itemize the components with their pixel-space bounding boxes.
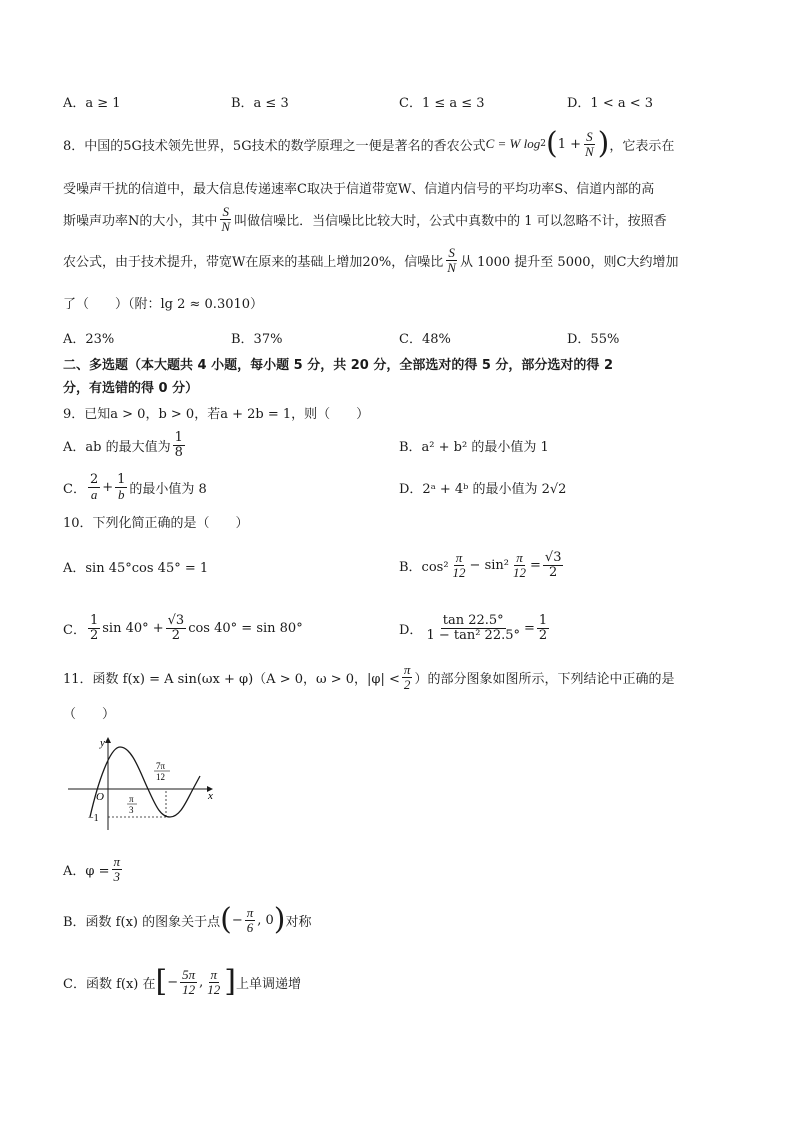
q11-option-c: C．函数 f(x) 在 [ − $\frac{5\pi}{12}$ , $\frac{\pi}{12}$ ] 上单调递增: [63, 964, 302, 999]
left-paren: (: [545, 126, 558, 161]
q11-stem-line2: （ ）: [63, 707, 116, 722]
q8-formula: C = W log: [485, 136, 541, 151]
fraction-pi-over-6: $\frac{\pi}{6}$: [246, 904, 254, 935]
minus-sign-c: −: [167, 974, 179, 990]
q8-line1: [63, 124, 674, 164]
q7-option-d: D．1 < a < 3: [567, 96, 654, 111]
q8-line3-text: 斯噪声功率N的大小，其中: [63, 213, 218, 229]
q8-line4-text: 农公式，由于技术提升，带宽W在原来的基础上增加20%，信噪比: [63, 254, 444, 270]
right-paren-b: ): [273, 902, 286, 937]
q8-stem-text-post: ，它表示在: [609, 138, 675, 154]
q8-option-a: A．23%: [63, 332, 115, 347]
q10-stem: 10．下列化简正确的是（ ）: [63, 516, 249, 531]
q11-c-text: C．函数 f(x) 在: [63, 976, 156, 992]
fraction-1-over-b: $\frac{1}{b}$: [117, 471, 126, 502]
q9-option-b: B．a² + b² 的最小值为 1: [399, 440, 549, 455]
q9-c-label: C．: [63, 481, 86, 497]
equals-sign-d: =: [524, 620, 535, 636]
sine-graph-svg: [60, 732, 230, 837]
q11-b-text: B．函数 f(x) 的图象关于点: [63, 914, 221, 930]
q10-c-cos: cos 40° = sin 80°: [188, 620, 303, 636]
left-bracket: [: [155, 964, 168, 999]
q8-line4-text-post: 从 1000 提升至 5000，则C大约增加: [459, 254, 679, 270]
q11-stem: [63, 657, 674, 697]
q7-option-a: A．a ≥ 1: [63, 96, 121, 111]
q7-option-b: B．a ≤ 3: [231, 96, 289, 111]
q8-line4: [63, 240, 678, 280]
q7-option-c: C．1 ≤ a ≤ 3: [399, 96, 485, 111]
plus-sign: +: [102, 479, 114, 495]
section2-heading-line2: 分，有选错的得 0 分）: [63, 381, 199, 396]
fraction-s-over-n: $\frac{S}{N}$: [584, 128, 594, 159]
fraction-s-over-n-2: $\frac{S}{N}$: [221, 203, 231, 234]
q11-a-text: A．φ =: [63, 863, 110, 879]
fraction-1-over-8: $\frac{1}{8}$: [174, 429, 183, 460]
q10-option-b: [399, 543, 565, 587]
min-label: −1: [88, 813, 99, 824]
q10-d-label: D．: [399, 622, 423, 638]
tick-7pi12-den: 12: [156, 772, 165, 782]
q9-option-c: [63, 468, 207, 506]
q8-line5: 了（ ）（附：lg 2 ≈ 0.3010）: [63, 297, 264, 312]
q8-line2: 受噪声干扰的信道中，最大信息传递速率C取决于信道带宽W、信道内信号的平均功率S、信道内部的高: [63, 182, 655, 197]
q11-option-b: [63, 900, 312, 940]
q10-option-d: [399, 606, 551, 650]
q11-b-text-post: 对称: [285, 914, 312, 930]
q8-option-d: D．55%: [567, 332, 620, 347]
fraction-root3-over-2: $\frac{√3}{2}$: [544, 549, 562, 580]
q9-option-d: D．2ᵃ + 4ᵇ 的最小值为 2√2: [399, 482, 567, 497]
q8-option-c: C．48%: [399, 332, 451, 347]
origin-label: O: [96, 791, 104, 803]
q10-c-sin: sin 40° +: [102, 620, 164, 636]
q9-option-a: [63, 426, 187, 464]
tick-pi3-num: π: [129, 794, 134, 804]
fraction-pi-over-12-2: $\frac{\pi}{12}$: [513, 549, 526, 580]
fraction-tan: $\frac{\tan 22.5^\circ}{\text{1 − tan² 22.5°}}$: [426, 612, 521, 643]
q11-stem-text: 11．函数 f(x) = A sin(ωx + φ)（A > 0，ω > 0，|φ| <: [63, 671, 400, 687]
q10-c-label: C．: [63, 622, 86, 638]
fraction-pi-over-12: $\frac{\pi}{12}$: [452, 549, 466, 580]
q9-stem: 9．已知a > 0，b > 0，若a + 2b = 1，则（ ）: [63, 407, 370, 422]
q8-line3: [63, 200, 667, 238]
right-bracket: ]: [224, 964, 236, 999]
q10-option-a: A．sin 45°cos 45° = 1: [63, 561, 209, 576]
q8-option-b: B．37%: [231, 332, 283, 347]
section2-heading-line1: 二、多选题（本大题共 4 小题，每小题 5 分，共 20 分，全部选对的得 5 分，部分选对的得 2: [63, 358, 614, 373]
fraction-s-over-n-3: $\frac{S}{N}$: [447, 244, 456, 275]
fraction-1-over-2-d: $\frac{1}{2}$: [538, 612, 548, 643]
minus-sign: −: [231, 912, 243, 928]
fraction-pi-over-3: $\frac{\pi}{3}$: [113, 853, 121, 884]
x-label: x: [208, 790, 213, 802]
fraction-pi-over-2: $\frac{\pi}{2}$: [403, 661, 411, 692]
left-paren-b: (: [220, 902, 232, 937]
fraction-pi-over-12-c: $\frac{\pi}{12}$: [207, 966, 221, 997]
fraction-root3-over-2-c: $\frac{√3}{2}$: [167, 612, 185, 643]
q8-formula-sub: 2: [540, 139, 546, 149]
equals-sign: =: [530, 557, 541, 573]
tick-pi3-den: 3: [129, 805, 134, 815]
fraction-5pi-over-12: $\frac{5\pi}{12}$: [182, 966, 196, 997]
q10-b-cos: B．cos²: [399, 559, 449, 575]
q10-b-sin: − sin²: [469, 557, 509, 573]
q8-stem-text: 8．中国的5G技术领先世界，5G技术的数学原理之一便是著名的香农公式: [63, 138, 486, 154]
tick-7pi12-num: 7π: [156, 761, 166, 771]
fraction-1-over-2: $\frac{1}{2}$: [89, 612, 99, 643]
fraction-2-over-a: $\frac{2}{a}$: [89, 471, 99, 502]
q9-a-text: A．ab 的最大值为: [63, 439, 171, 455]
sine-curve: [90, 747, 200, 817]
q11-c-text-post: 上单调递增: [236, 976, 302, 992]
right-paren: ): [597, 126, 610, 161]
q8-formula-one: 1 +: [557, 136, 581, 152]
q8-line3-text-post: 叫做信噪比．当信噪比比较大时，公式中真数中的 1 可以忽略不计，按照香: [234, 213, 667, 229]
q11-option-a: [63, 849, 124, 889]
q11-b-zero: , 0: [257, 912, 274, 928]
q11-graph: [60, 732, 230, 841]
q9-c-text: 的最小值为 8: [129, 481, 207, 497]
y-label: y: [100, 737, 105, 749]
q10-option-c: [63, 606, 303, 650]
q11-stem-text-post: ）的部分图象如图所示，下列结论中正确的是: [414, 671, 675, 687]
